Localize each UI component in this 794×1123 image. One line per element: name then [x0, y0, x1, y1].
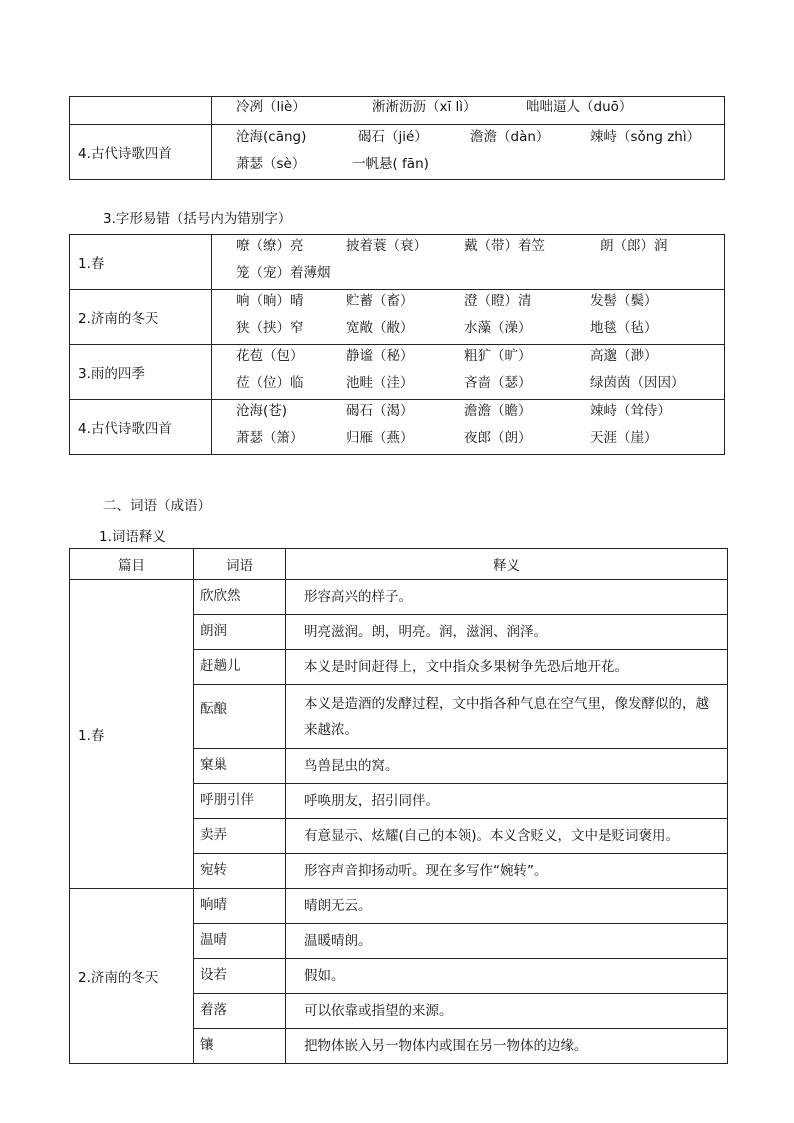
word-cell: 赶趟儿: [194, 650, 286, 685]
char-item: 碣石（渴）: [346, 403, 414, 419]
table-row: [70, 125, 725, 180]
table-row: [70, 889, 728, 924]
definition-cell: 形容高兴的样子。: [286, 580, 728, 615]
definition-cell: 本义是时间赶得上，文中指众多果树争先恐后地开花。: [286, 650, 728, 685]
column-header: 篇目: [70, 549, 194, 580]
row-content: [212, 235, 725, 290]
char-item: 贮蓄（畜）: [346, 293, 414, 309]
pinyin-item: 沧海(cāng): [236, 129, 307, 145]
subsection-title: 1.词语释义: [99, 529, 166, 545]
definition-cell: 呼唤朋友，招引同伴。: [286, 784, 728, 819]
definition-cell: 鸟兽昆虫的窝。: [286, 749, 728, 784]
char-item: 夜郎（朗）: [464, 430, 532, 446]
pinyin-item: 碣石（jié）: [358, 129, 428, 145]
char-item: 沧海(苍): [236, 403, 288, 419]
section-title: 3.字形易错（括号内为错别字）: [103, 211, 292, 227]
pinyin-table: [69, 96, 725, 180]
char-item: 响（晌）晴: [236, 293, 304, 309]
char-item: 发髻（鬓）: [590, 293, 658, 309]
definition-cell: 形容声音抑扬动听。现在多写作“婉转”。: [286, 854, 728, 889]
char-item: 戴（带）着笠: [464, 238, 545, 254]
row-label: 4.古代诗歌四首: [70, 125, 212, 180]
definition-cell: 明亮滋润。朗，明亮。润，滋润、润泽。: [286, 615, 728, 650]
row-content: [212, 290, 725, 345]
definition-cell: 温暖晴朗。: [286, 924, 728, 959]
definition-table: [69, 548, 728, 1064]
char-item: 萧瑟（箫）: [236, 430, 304, 446]
word-cell: 酝酿: [194, 685, 286, 749]
table-row: [70, 290, 725, 345]
row-label: [70, 97, 212, 125]
pinyin-item: 萧瑟（sè）: [236, 156, 306, 172]
word-cell: 欣欣然: [194, 580, 286, 615]
char-item: 池畦（洼）: [346, 375, 414, 391]
word-cell: 温晴: [194, 924, 286, 959]
char-item: 静谧（秘）: [346, 348, 414, 364]
char-item: 高邈（渺）: [590, 348, 658, 364]
column-header: 释义: [286, 549, 728, 580]
char-item: 地毯（毡）: [590, 320, 658, 336]
word-cell: 响晴: [194, 889, 286, 924]
table-row: [70, 400, 725, 455]
word-cell: 着落: [194, 994, 286, 1029]
row-content: [212, 400, 725, 455]
word-cell: 呼朋引伴: [194, 784, 286, 819]
char-item: 宽敞（敝）: [346, 320, 414, 336]
definition-cell: 晴朗无云。: [286, 889, 728, 924]
row-label: 4.古代诗歌四首: [70, 400, 212, 455]
char-item: 绿茵茵（因因）: [590, 375, 685, 391]
table-row: [70, 97, 725, 125]
char-item: 澹澹（瞻）: [464, 403, 532, 419]
char-item: 粗犷（旷）: [464, 348, 532, 364]
char-item: 狭（挟）窄: [236, 320, 304, 336]
pinyin-item: 澹澹（dàn）: [470, 129, 550, 145]
table-row: [70, 345, 725, 400]
char-item: 天涯（崖）: [590, 430, 658, 446]
word-cell: 卖弄: [194, 819, 286, 854]
char-item: 水藻（澡）: [464, 320, 532, 336]
char-item: 朗（郎）润: [600, 238, 668, 254]
row-content: [212, 345, 725, 400]
word-cell: 镶: [194, 1029, 286, 1064]
char-item: 嘹（缭）亮: [236, 238, 304, 254]
pinyin-item: 淅淅沥沥（xī lì）: [372, 99, 477, 115]
row-content: [212, 125, 725, 180]
row-label: 2.济南的冬天: [70, 290, 212, 345]
char-item: 披着蓑（衰）: [346, 238, 427, 254]
row-content: [212, 97, 725, 125]
pinyin-item: 咄咄逼人（duō）: [526, 99, 633, 115]
char-item: 澄（瞪）清: [464, 293, 532, 309]
char-error-table: [69, 234, 725, 455]
char-item: 吝啬（瑟）: [464, 375, 532, 391]
definition-cell: 假如。: [286, 959, 728, 994]
section-title: 二、词语（成语）: [103, 498, 211, 514]
row-label: 3.雨的四季: [70, 345, 212, 400]
pinyin-item: 冷冽（liè）: [236, 99, 306, 115]
word-cell: 朗润: [194, 615, 286, 650]
table-header-row: [70, 549, 728, 580]
chapter-cell: 1.春: [70, 580, 194, 889]
definition-cell: 本义是造酒的发酵过程，文中指各种气息在空气里，像发酵似的，越来越浓。: [286, 685, 728, 749]
definition-cell: 把物体嵌入另一物体内或围在另一物体的边缘。: [286, 1029, 728, 1064]
definition-cell: 可以依靠或指望的来源。: [286, 994, 728, 1029]
chapter-cell: 2.济南的冬天: [70, 889, 194, 1064]
column-header: 词语: [194, 549, 286, 580]
pinyin-item: 一帆悬( fān): [352, 156, 429, 172]
table-row: [70, 580, 728, 615]
char-item: 笼（宠）着薄烟: [236, 265, 331, 281]
char-item: 竦峙（耸侍）: [590, 403, 671, 419]
char-item: 花苞（包）: [236, 348, 304, 364]
pinyin-item: 竦峙（sǒng zhì）: [590, 129, 701, 145]
table-row: [70, 235, 725, 290]
row-label: 1.春: [70, 235, 212, 290]
word-cell: 设若: [194, 959, 286, 994]
definition-cell: 有意显示、炫耀(自己的本领)。本义含贬义，文中是贬词褒用。: [286, 819, 728, 854]
char-item: 归雁（燕）: [346, 430, 414, 446]
word-cell: 宛转: [194, 854, 286, 889]
char-item: 莅（位）临: [236, 375, 304, 391]
word-cell: 窠巢: [194, 749, 286, 784]
